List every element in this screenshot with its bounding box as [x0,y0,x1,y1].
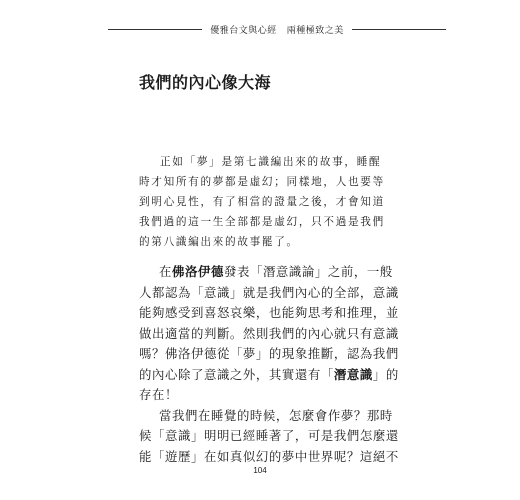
header-book-title: 優雅台文與心經 [210,25,277,36]
intro-quote-block [139,152,407,252]
body-line: 候「意識」明明已經睡著了，可是我們怎麼還 [139,428,399,443]
running-header-text [210,23,344,36]
body-line [139,365,407,386]
body-line: 當我們在睡覺的時候，怎麼會作夢？那時 [159,407,393,423]
bold-term-subconscious: 潛意識 [333,366,373,382]
body-text-span: 的內心除了意識之外，其實還有「 [139,366,334,382]
body-line: 能「遊歷」在如真似幻的夢中世界呢？這絕不 [139,448,399,464]
header-rule-right [352,29,446,30]
quote-line: 時才知所有的夢都是虛幻；同樣地，人也要等 [139,176,385,188]
body-text [139,262,407,467]
body-text-span: 」的 [372,366,399,382]
body-line: 嗎？佛洛伊德從「夢」的現象推斷，認為我們 [139,346,399,361]
chapter-title: 我們的內心像大海 [139,73,272,92]
bold-term-freud: 佛洛伊德 [172,264,224,279]
body-line: 做出適當的判斷。然則我們的內心就只有意識 [139,325,399,341]
header-subtitle: 兩種極致之美 [286,25,344,36]
quote-line: 正如「夢」是第七識編出來的故事，睡醒 [160,156,382,168]
running-header [108,20,446,38]
header-rule-left [108,29,202,30]
body-line: 人都認為「意識」就是我們內心的全部，意識 [139,284,399,300]
quote-line: 的第八識編出來的故事罷了。 [139,236,299,248]
body-line [139,262,407,283]
body-text-span: 發表「潛意識論」之前，一般 [223,264,393,279]
body-text-span: 在 [159,264,172,279]
quote-line: 到明心見性，有了相當的證量之後，才會知道 [139,196,385,208]
body-line: 能夠感受到喜怒哀樂，也能夠思考和推理，並 [139,305,399,320]
quote-line: 我們過的這一生全部都是虛幻，只不過是我們 [139,216,385,228]
body-line: 存在！ [139,387,178,402]
page-number: 104 [253,466,267,475]
